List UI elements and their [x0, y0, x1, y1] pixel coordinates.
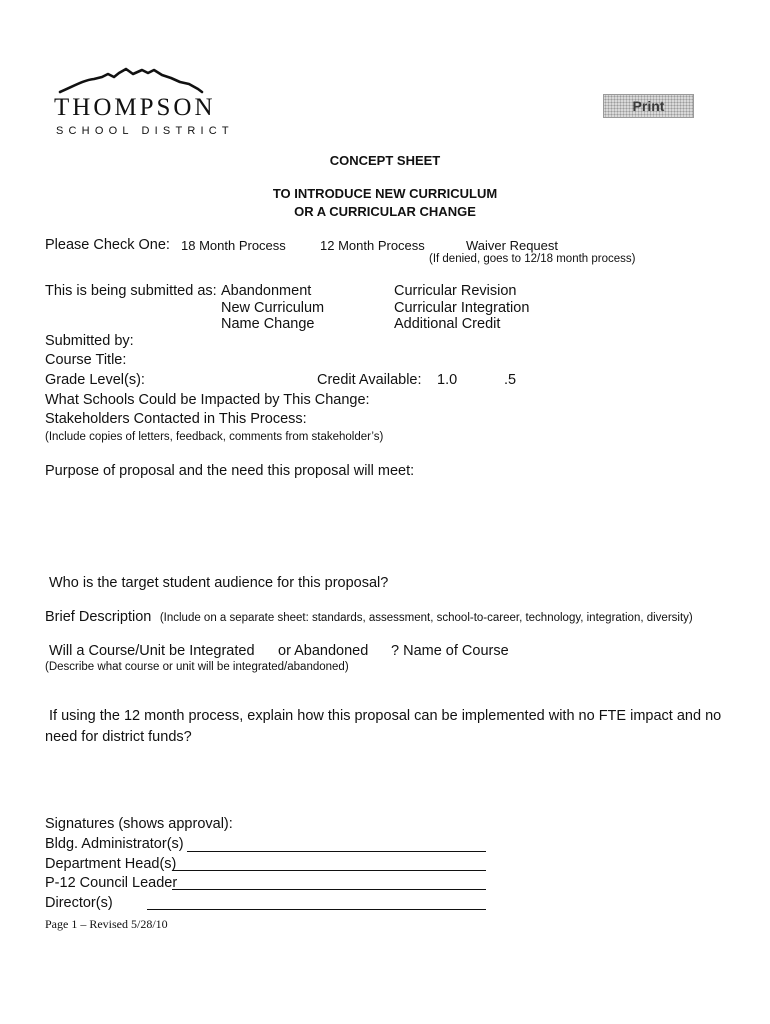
signature-department-head: Department Head(s): [45, 856, 177, 872]
option-additional-credit[interactable]: Additional Credit: [394, 316, 501, 332]
option-curricular-revision[interactable]: Curricular Revision: [394, 283, 517, 299]
grade-levels-label: Grade Level(s):: [45, 372, 145, 388]
integrated-label: Will a Course/Unit be Integrated: [49, 643, 255, 659]
option-12-month[interactable]: 12 Month Process: [320, 238, 425, 253]
stakeholders-label: Stakeholders Contacted in This Process:: [45, 411, 307, 427]
option-18-month[interactable]: 18 Month Process: [181, 238, 286, 253]
signature-directors: Director(s): [45, 895, 113, 911]
brief-description-label: Brief Description: [45, 609, 152, 625]
signatures-heading: Signatures (shows approval):: [45, 816, 233, 832]
signature-line-department-head[interactable]: [172, 870, 486, 871]
mountain-logo-icon: [56, 64, 206, 94]
twelve-month-question-line-1: If using the 12 month process, explain how this proposal can be implemented with no FTE impact and no: [49, 708, 722, 724]
page-footer: Page 1 – Revised 5/28/10: [45, 917, 168, 931]
print-button[interactable]: Print: [603, 94, 694, 118]
brief-description-note: (Include on a separate sheet: standards, assessment, school-to-career, technology, integration, diversity): [159, 612, 693, 624]
signature-line-directors[interactable]: [147, 909, 486, 910]
credit-available-label: Credit Available:: [317, 372, 422, 388]
option-abandonment[interactable]: Abandonment: [221, 283, 312, 299]
schools-impacted-label: What Schools Could be Impacted by This Change:: [45, 392, 370, 408]
credit-option-0-5[interactable]: .5: [504, 372, 517, 388]
submitted-by-label: Submitted by:: [45, 333, 134, 349]
option-new-curriculum[interactable]: New Curriculum: [221, 300, 325, 316]
target-audience-label: Who is the target student audience for this proposal?: [49, 575, 389, 591]
submitted-as-label: This is being submitted as:: [45, 283, 217, 299]
credit-option-1-0[interactable]: 1.0: [437, 372, 458, 388]
stakeholders-note: (Include copies of letters, feedback, comments from stakeholder’s): [45, 431, 384, 443]
twelve-month-question-line-2: need for district funds?: [45, 729, 192, 745]
brief-description: [45, 608, 693, 626]
option-name-change[interactable]: Name Change: [221, 316, 315, 332]
option-waiver-request[interactable]: Waiver Request: [466, 238, 558, 253]
option-curricular-integration[interactable]: Curricular Integration: [394, 300, 530, 316]
signature-bldg-administrator: Bldg. Administrator(s): [45, 836, 184, 852]
page-subtitle-line-2: OR A CURRICULAR CHANGE: [294, 204, 476, 219]
integrated-note: (Describe what course or unit will be integrated/abandoned): [45, 661, 349, 673]
waiver-note: (If denied, goes to 12/18 month process): [429, 253, 636, 265]
purpose-label: Purpose of proposal and the need this proposal will meet:: [45, 463, 415, 479]
abandoned-label: or Abandoned: [278, 643, 369, 659]
logo-subtitle: SCHOOL DISTRICT: [56, 125, 234, 137]
check-one-label: Please Check One:: [45, 237, 170, 253]
logo-wordmark: THOMPSON: [54, 94, 216, 121]
page-subtitle-line-1: TO INTRODUCE NEW CURRICULUM: [272, 186, 498, 201]
signature-line-bldg-administrator[interactable]: [187, 851, 486, 852]
name-of-course-label: ? Name of Course: [391, 643, 509, 659]
signature-p12-council-leader: P-12 Council Leader: [45, 875, 178, 891]
course-title-label: Course Title:: [45, 352, 127, 368]
page-title: CONCEPT SHEET: [329, 153, 441, 168]
signature-line-p12-council-leader[interactable]: [172, 889, 486, 890]
